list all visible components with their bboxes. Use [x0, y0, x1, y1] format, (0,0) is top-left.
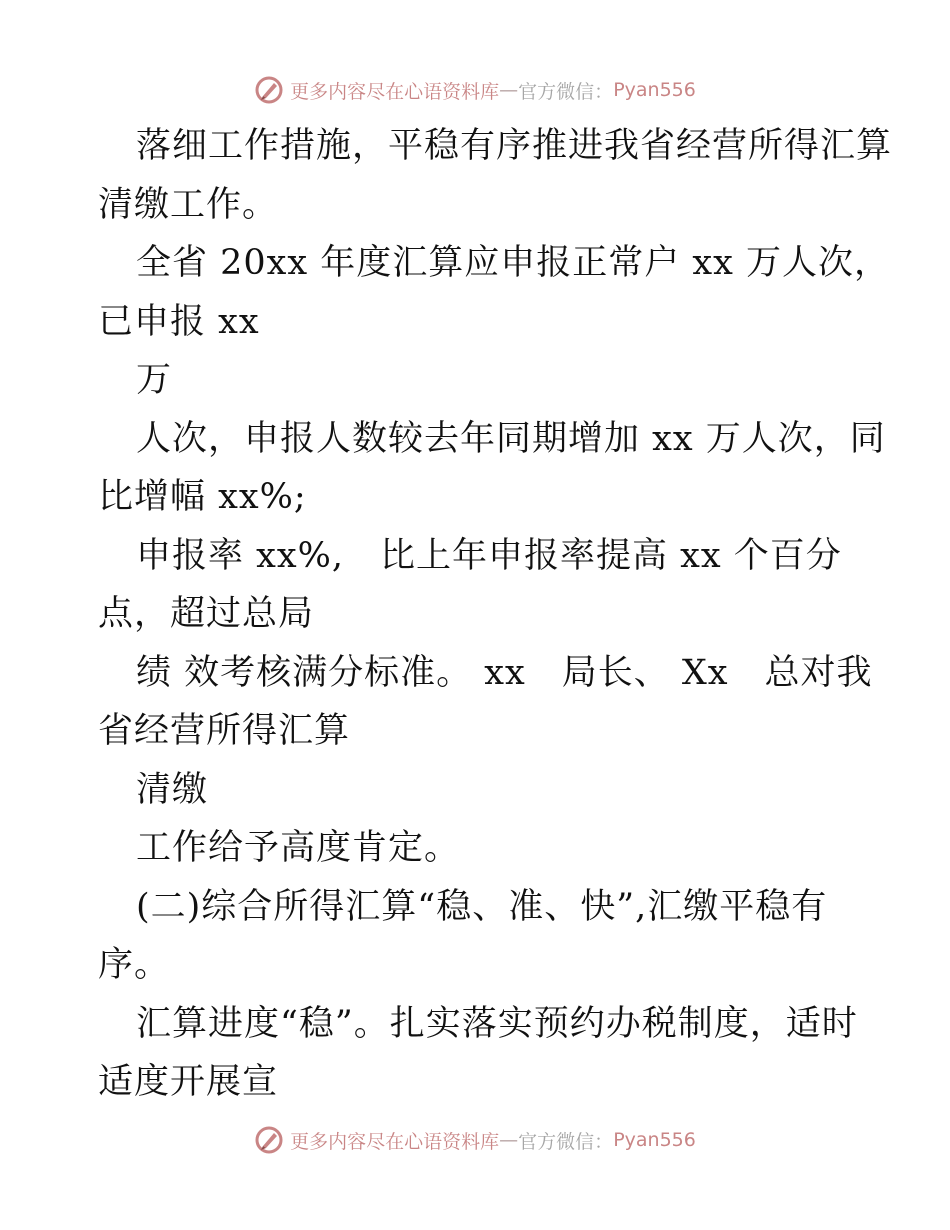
text-line: 工作给予高度肯定。 — [136, 828, 461, 868]
watermark-text: 更多内容尽在心语资料库 — [290, 80, 500, 103]
watermark-wechat-label: 官方微信： — [518, 1130, 614, 1153]
text-line: 比增幅 xx%; — [98, 477, 307, 517]
watermark-footer — [0, 1120, 950, 1160]
watermark-text: 更多内容尽在心语资料库 — [290, 1130, 500, 1153]
document-body — [98, 117, 893, 1112]
text-line: 人次，申报人数较去年同期增加 xx 万人次，同 — [136, 418, 886, 459]
watermark-wechat-id: Pyan556 — [613, 1129, 696, 1151]
text-line: 绩 效考核满分标准。 xx 局长、 Xx 总对我 — [136, 652, 873, 693]
text-line: 省经营所得汇算 — [98, 711, 351, 751]
watermark-header — [0, 70, 950, 110]
text-line: 申报率 xx%, 比上年申报率提高 xx 个百分 — [136, 535, 842, 576]
pen-circle-logo-icon — [254, 75, 284, 105]
watermark-wechat-label: 官方微信： — [518, 80, 614, 103]
text-line: 万 — [136, 360, 173, 400]
text-line: 适度开展宣 — [98, 1062, 279, 1102]
text-line: (二)综合所得汇算“稳、准、快”,汇缴平稳有 — [136, 886, 828, 927]
text-line: 已申报 xx — [98, 301, 260, 342]
text-line: 清缴 — [136, 769, 209, 810]
text-line: 落细工作措施，平稳有序推进我省经营所得汇算 — [136, 126, 893, 166]
text-line: 点，超过总局 — [98, 594, 315, 634]
pen-circle-logo-icon — [254, 1125, 284, 1155]
text-line: 清缴工作。 — [98, 184, 279, 225]
text-line: 序。 — [98, 945, 171, 985]
watermark-separator: — — [499, 1129, 519, 1151]
watermark-wechat-id: Pyan556 — [613, 79, 696, 101]
text-line: 汇算进度“稳”。扎实落实预约办税制度，适时 — [136, 1003, 858, 1044]
watermark-separator: — — [499, 79, 519, 101]
text-line: 全省 20xx 年度汇算应申报正常户 xx 万人次， — [136, 243, 890, 283]
